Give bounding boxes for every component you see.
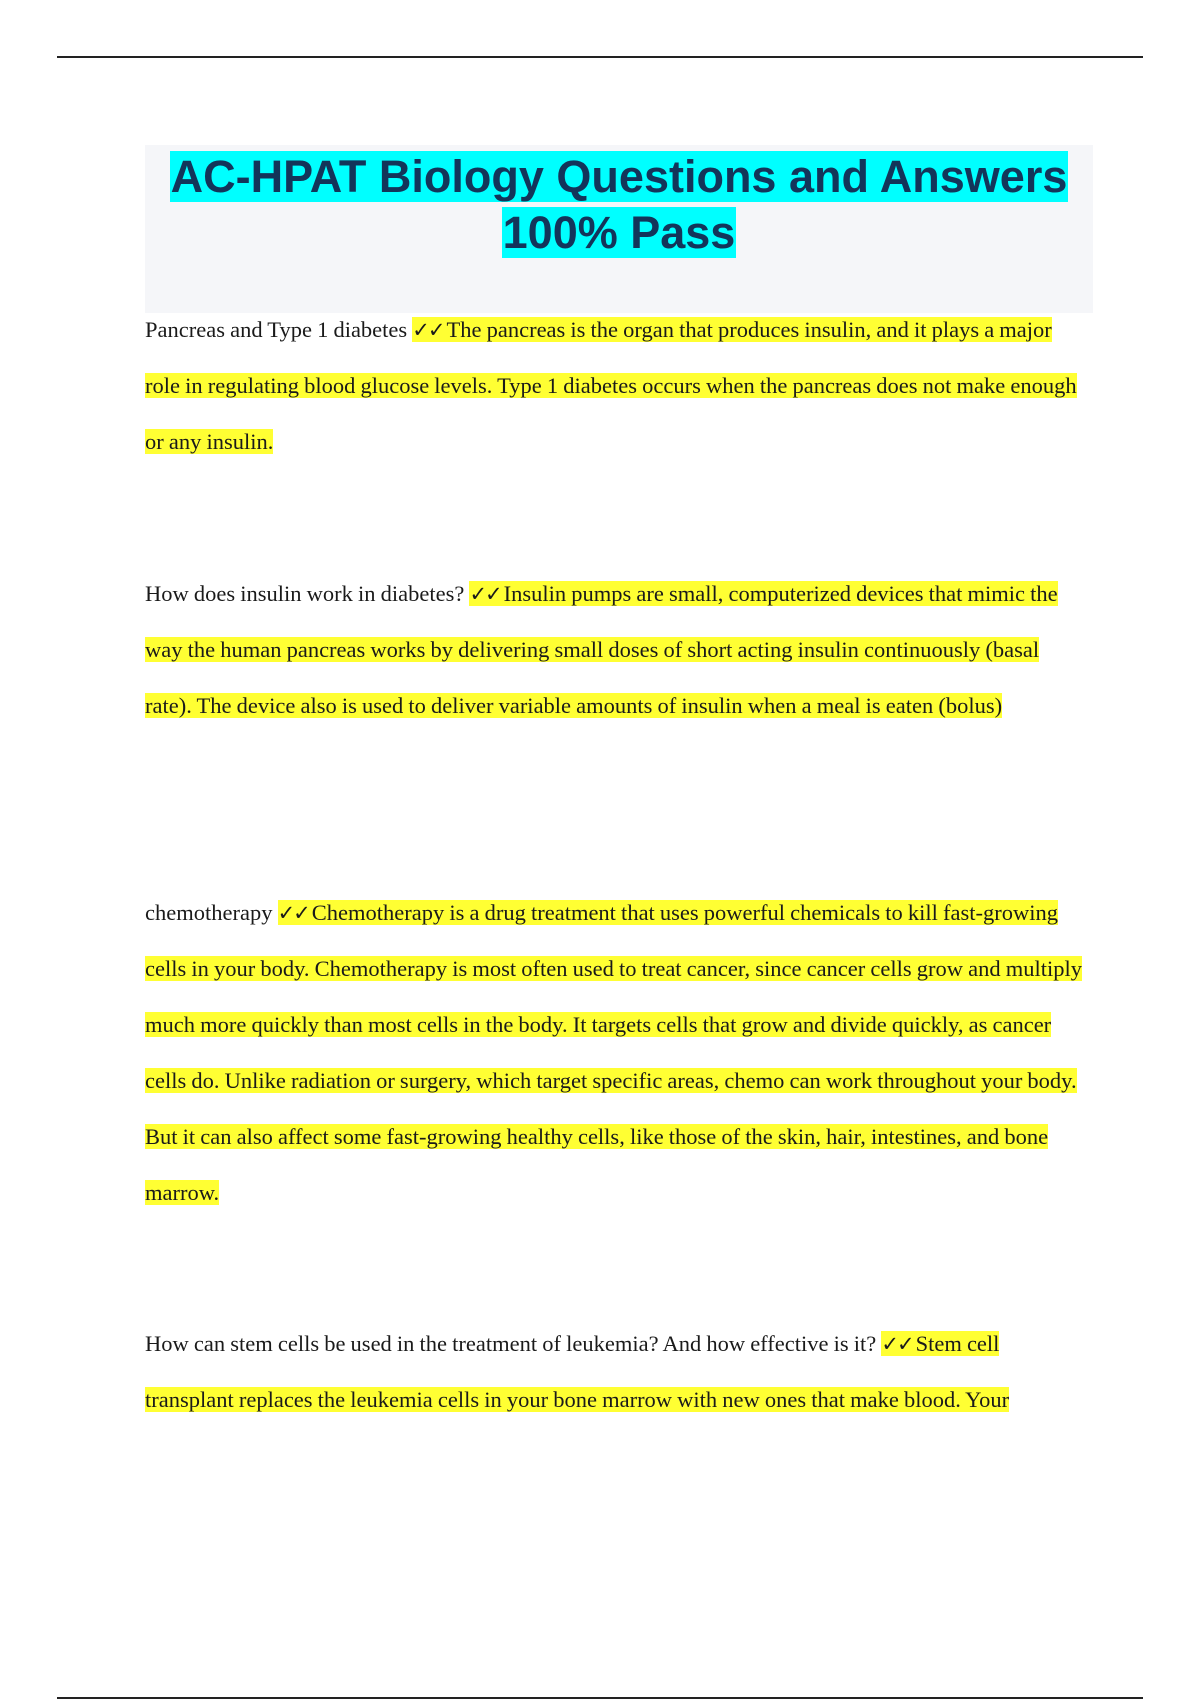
qa-item bbox=[145, 566, 1090, 734]
double-check-icon: ✓✓ bbox=[412, 318, 444, 342]
answer-text: Insulin pumps are small, computerized devices that mimic the way the human pancreas works by delivering small doses of short acting insulin continuously (basal rate). The device also is used to deliver variable amounts of insulin when a meal is eaten (bolus) bbox=[145, 581, 1058, 718]
double-check-icon: ✓✓ bbox=[277, 901, 309, 925]
bottom-rule bbox=[57, 1697, 1143, 1699]
top-rule bbox=[57, 56, 1143, 58]
qa-item bbox=[145, 302, 1090, 470]
question-text: chemotherapy bbox=[145, 900, 273, 925]
title-block bbox=[145, 145, 1093, 313]
answer-text: Chemotherapy is a drug treatment that uses powerful chemicals to kill fast-growing cells in your body. Chemotherapy is most often used to treat cancer, since cancer cells grow and multiply much more quickly than most cells in the body. It targets cells that grow and divide quickly, as cancer cells do. Unlike radiation or surgery, which target specific areas, chemo can work throughout your body. But it can also affect some fast-growing healthy cells, like those of the skin, hair, intestines, and bone marrow. bbox=[145, 900, 1082, 1205]
double-check-icon: ✓✓ bbox=[469, 582, 501, 606]
question-text: How does insulin work in diabetes? bbox=[145, 581, 465, 606]
answer-text: The pancreas is the organ that produces insulin, and it plays a major role in regulating blood glucose levels. Type 1 diabetes occurs when the pancreas does not make enough or any insulin. bbox=[145, 317, 1077, 454]
answer-highlight bbox=[145, 900, 1082, 1205]
answer-text: Stem cell transplant replaces the leukemia cells in your bone marrow with new ones that make blood. Your bbox=[145, 1331, 1010, 1412]
qa-item bbox=[145, 885, 1090, 1221]
double-check-icon: ✓✓ bbox=[881, 1332, 913, 1356]
question-text: How can stem cells be used in the treatment of leukemia? And how effective is it? bbox=[145, 1331, 877, 1356]
question-text: Pancreas and Type 1 diabetes bbox=[145, 317, 408, 342]
document-title: AC-HPAT Biology Questions and Answers 100% Pass bbox=[170, 151, 1068, 258]
qa-item bbox=[145, 1316, 1090, 1428]
